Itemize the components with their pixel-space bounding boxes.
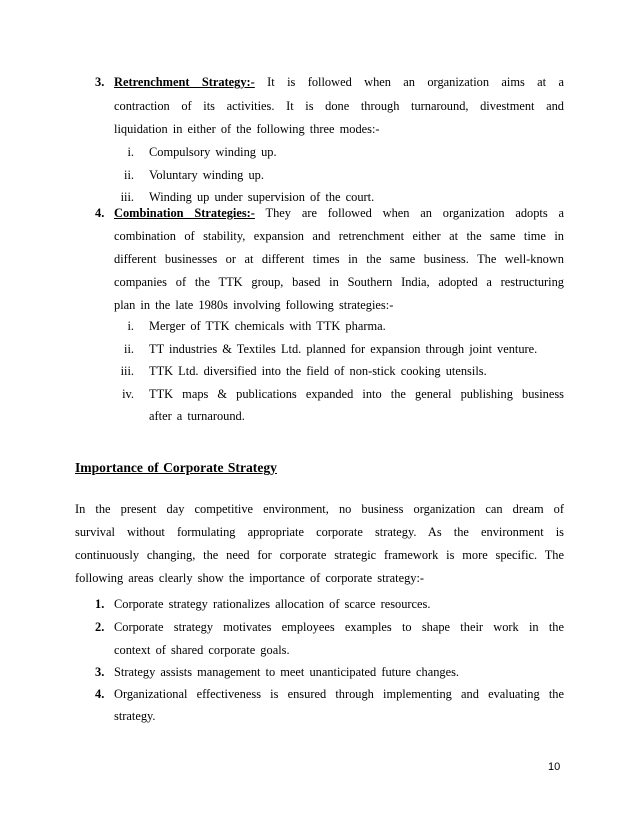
section-4-line-1-text: They are followed when an organization adopts a	[265, 206, 565, 220]
mode-3-roman: iii.	[120, 190, 134, 204]
point-2-number: 2.	[95, 620, 105, 634]
section-4-line-1	[114, 205, 564, 221]
point-3-number: 3.	[95, 665, 105, 679]
point-4-text: Organizational effectiveness is ensured through implementing and evaluating the	[114, 687, 564, 701]
section-4-title: Combination Strategies:-	[114, 206, 255, 220]
point-4-number: 4.	[95, 687, 105, 701]
section-4-number: 4.	[95, 206, 105, 220]
mode-2-text: Voluntary winding up.	[149, 168, 264, 182]
section-3-line-1	[114, 74, 564, 90]
mode-1-roman: i.	[127, 145, 134, 159]
section-3-line-3: liquidation in either of the following three modes:-	[114, 122, 380, 136]
point-2-text: Corporate strategy motivates employees examples to shape their work in the	[114, 620, 564, 634]
mode-3-text: Winding up under supervision of the court.	[149, 190, 375, 204]
point-4-text-cont: strategy.	[114, 709, 156, 723]
section-3-line-2: contraction of its activities. It is done through turnaround, divestment and	[114, 99, 564, 113]
point-1-text: Corporate strategy rationalizes allocation of scarce resources.	[114, 597, 431, 611]
importance-para-line-4: following areas clearly show the importance of corporate strategy:-	[75, 571, 425, 585]
section-3-title: Retrenchment Strategy:-	[114, 75, 255, 89]
strategy-4-roman: iv.	[122, 387, 134, 401]
importance-para-line-2: survival without formulating appropriate corporate strategy. As the environment is	[75, 525, 564, 539]
strategy-2-roman: ii.	[124, 342, 134, 356]
importance-heading: Importance of Corporate Strategy	[75, 460, 277, 475]
section-3-line-1-text: It is followed when an organization aims at a	[267, 75, 564, 89]
section-4-line-2: combination of stability, expansion and retrenchment either at the same time in	[114, 229, 564, 243]
strategy-3-text: TTK Ltd. diversified into the field of non-stick cooking utensils.	[149, 364, 487, 378]
mode-2-roman: ii.	[124, 168, 134, 182]
point-1-number: 1.	[95, 597, 105, 611]
strategy-4-text-cont: after a turnaround.	[149, 409, 245, 423]
importance-para-line-3: continuously changing, the need for corporate strategic framework is more specific. The	[75, 548, 564, 562]
importance-para-line-1: In the present day competitive environment, no business organization can dream of	[75, 502, 564, 516]
strategy-1-text: Merger of TTK chemicals with TTK pharma.	[149, 319, 386, 333]
page-number: 10	[548, 761, 561, 773]
section-3-number: 3.	[95, 75, 105, 89]
section-4-line-5: plan in the late 1980s involving following strategies:-	[114, 298, 394, 312]
strategy-2-text: TT industries & Textiles Ltd. planned for expansion through joint venture.	[149, 342, 538, 356]
mode-1-text: Compulsory winding up.	[149, 145, 277, 159]
section-4-line-4: companies of the TTK group, based in Southern India, adopted a restructuring	[114, 275, 564, 289]
point-2-text-cont: context of shared corporate goals.	[114, 643, 290, 657]
strategy-3-roman: iii.	[120, 364, 134, 378]
point-3-text: Strategy assists management to meet unanticipated future changes.	[114, 665, 460, 679]
section-4-line-3: different businesses or at different times in the same business. The well-known	[114, 252, 564, 266]
strategy-4-text: TTK maps & publications expanded into the general publishing business	[149, 387, 564, 401]
strategy-1-roman: i.	[127, 319, 134, 333]
